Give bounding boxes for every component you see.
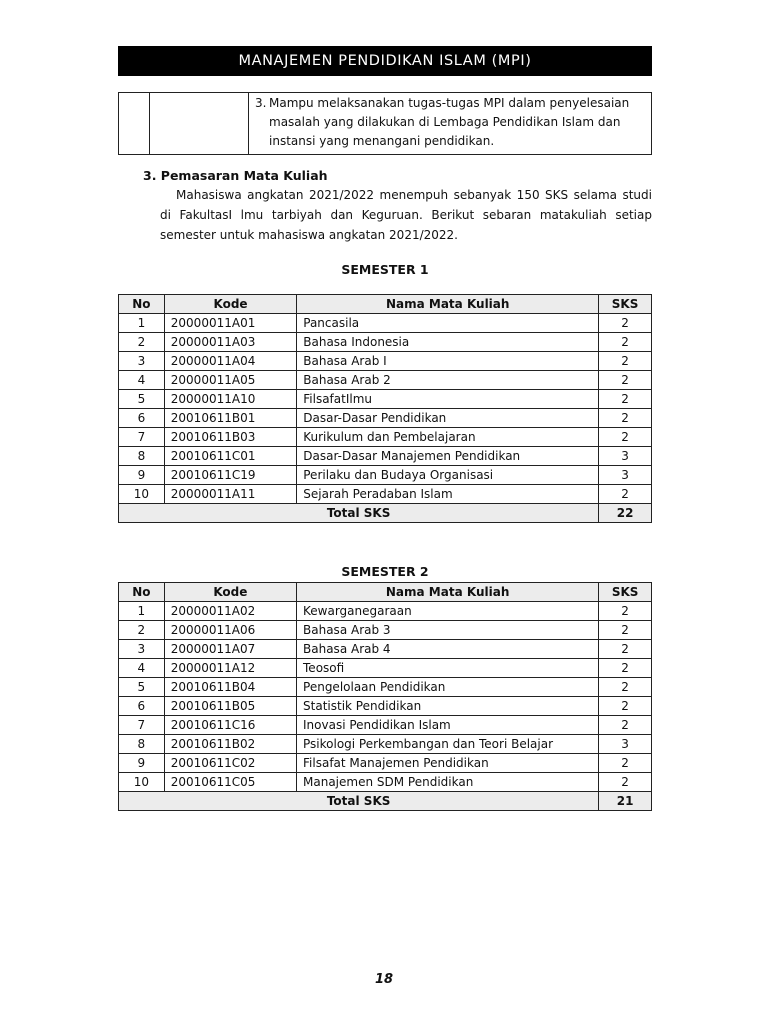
row-number: 3 bbox=[119, 352, 165, 371]
course-name: Dasar-Dasar Pendidikan bbox=[297, 409, 599, 428]
row-number: 3 bbox=[119, 640, 165, 659]
row-number: 9 bbox=[119, 754, 165, 773]
course-sks: 2 bbox=[599, 659, 652, 678]
course-name: Psikologi Perkembangan dan Teori Belajar bbox=[297, 735, 599, 754]
objective-number bbox=[255, 132, 269, 151]
table-row bbox=[119, 409, 652, 428]
course-code: 20010611B03 bbox=[164, 428, 296, 447]
objective-line bbox=[255, 113, 645, 132]
course-sks: 2 bbox=[599, 754, 652, 773]
table-row bbox=[119, 352, 652, 371]
course-name: FilsafatIlmu bbox=[297, 390, 599, 409]
course-code: 20000011A07 bbox=[164, 640, 296, 659]
table-row bbox=[119, 697, 652, 716]
total-row bbox=[119, 504, 652, 523]
objective-number: 3. bbox=[255, 96, 267, 110]
table-row bbox=[119, 466, 652, 485]
objective-table bbox=[118, 92, 652, 155]
course-sks: 2 bbox=[599, 390, 652, 409]
document-header-bar bbox=[118, 46, 652, 76]
table-row bbox=[119, 621, 652, 640]
total-row bbox=[119, 792, 652, 811]
objective-empty-cell-2 bbox=[150, 93, 249, 155]
course-code: 20000011A11 bbox=[164, 485, 296, 504]
semester-1-table bbox=[118, 294, 652, 523]
course-sks: 2 bbox=[599, 640, 652, 659]
table-header-row bbox=[119, 583, 652, 602]
course-name: Statistik Pendidikan bbox=[297, 697, 599, 716]
course-sks: 2 bbox=[599, 371, 652, 390]
course-code: 20010611B04 bbox=[164, 678, 296, 697]
course-code: 20010611B05 bbox=[164, 697, 296, 716]
row-number: 10 bbox=[119, 773, 165, 792]
table-row bbox=[119, 735, 652, 754]
objective-empty-cell-1 bbox=[119, 93, 150, 155]
objective-number bbox=[255, 113, 269, 132]
table-header-row bbox=[119, 295, 652, 314]
row-number: 5 bbox=[119, 390, 165, 409]
objective-text: Mampu melaksanakan tugas-tugas MPI dalam penyelesaian bbox=[269, 96, 630, 110]
course-name: Bahasa Arab 4 bbox=[297, 640, 599, 659]
row-number: 7 bbox=[119, 716, 165, 735]
objective-text-cell bbox=[249, 93, 652, 155]
row-number: 4 bbox=[119, 659, 165, 678]
section-paragraph: Mahasiswa angkatan 2021/2022 menempuh sebanyak 150 SKS selama studi di FakultasI lmu tarbiyah dan Keguruan. Berikut sebaran matakuliah setiap semester untuk mahasiswa angkatan 2021/2022. bbox=[160, 188, 652, 242]
course-code: 20000011A01 bbox=[164, 314, 296, 333]
course-name: Filsafat Manajemen Pendidikan bbox=[297, 754, 599, 773]
course-sks: 2 bbox=[599, 716, 652, 735]
course-sks: 2 bbox=[599, 602, 652, 621]
course-code: 20010611C19 bbox=[164, 466, 296, 485]
row-number: 9 bbox=[119, 466, 165, 485]
row-number: 2 bbox=[119, 621, 165, 640]
objective-line bbox=[255, 132, 645, 151]
course-sks: 3 bbox=[599, 447, 652, 466]
course-sks: 2 bbox=[599, 621, 652, 640]
course-sks: 2 bbox=[599, 697, 652, 716]
course-name: Sejarah Peradaban Islam bbox=[297, 485, 599, 504]
document-header-title: MANAJEMEN PENDIDIKAN ISLAM (MPI) bbox=[238, 53, 532, 69]
total-value: 21 bbox=[599, 792, 652, 811]
header-no: No bbox=[119, 295, 165, 314]
course-name: Bahasa Indonesia bbox=[297, 333, 599, 352]
course-code: 20010611C05 bbox=[164, 773, 296, 792]
row-number: 1 bbox=[119, 602, 165, 621]
course-name: Bahasa Arab I bbox=[297, 352, 599, 371]
table-row bbox=[119, 447, 652, 466]
row-number: 6 bbox=[119, 697, 165, 716]
section-title: 3. Pemasaran Mata Kuliah bbox=[143, 168, 328, 183]
course-name: Dasar-Dasar Manajemen Pendidikan bbox=[297, 447, 599, 466]
total-value: 22 bbox=[599, 504, 652, 523]
row-number: 8 bbox=[119, 735, 165, 754]
page-number: 18 bbox=[374, 972, 394, 987]
table-row bbox=[119, 773, 652, 792]
course-code: 20010611C16 bbox=[164, 716, 296, 735]
table-row bbox=[119, 678, 652, 697]
row-number: 7 bbox=[119, 428, 165, 447]
header-code: Kode bbox=[164, 295, 296, 314]
course-sks: 3 bbox=[599, 466, 652, 485]
row-number: 10 bbox=[119, 485, 165, 504]
course-name: Pancasila bbox=[297, 314, 599, 333]
row-number: 5 bbox=[119, 678, 165, 697]
semester-2-title: SEMESTER 2 bbox=[341, 564, 429, 579]
row-number: 2 bbox=[119, 333, 165, 352]
header-name: Nama Mata Kuliah bbox=[297, 295, 599, 314]
objective-text: masalah yang dilakukan di Lembaga Pendidikan Islam dan bbox=[269, 115, 621, 129]
course-sks: 3 bbox=[599, 735, 652, 754]
total-label: Total SKS bbox=[119, 792, 599, 811]
course-code: 20000011A03 bbox=[164, 333, 296, 352]
header-sks: SKS bbox=[599, 583, 652, 602]
total-label: Total SKS bbox=[119, 504, 599, 523]
table-row bbox=[119, 390, 652, 409]
course-code: 20000011A02 bbox=[164, 602, 296, 621]
header-no: No bbox=[119, 583, 165, 602]
course-name: Teosofi bbox=[297, 659, 599, 678]
course-sks: 2 bbox=[599, 314, 652, 333]
course-code: 20010611C02 bbox=[164, 754, 296, 773]
course-name: Perilaku dan Budaya Organisasi bbox=[297, 466, 599, 485]
table-row bbox=[119, 659, 652, 678]
row-number: 1 bbox=[119, 314, 165, 333]
course-sks: 2 bbox=[599, 428, 652, 447]
semester-2-table bbox=[118, 582, 652, 811]
course-name: Bahasa Arab 3 bbox=[297, 621, 599, 640]
course-sks: 2 bbox=[599, 485, 652, 504]
semester-1-title: SEMESTER 1 bbox=[341, 262, 429, 277]
table-row bbox=[119, 314, 652, 333]
course-sks: 2 bbox=[599, 352, 652, 371]
course-name: Bahasa Arab 2 bbox=[297, 371, 599, 390]
course-name: Inovasi Pendidikan Islam bbox=[297, 716, 599, 735]
course-sks: 2 bbox=[599, 409, 652, 428]
row-number: 8 bbox=[119, 447, 165, 466]
header-sks: SKS bbox=[599, 295, 652, 314]
course-code: 20000011A04 bbox=[164, 352, 296, 371]
course-name: Pengelolaan Pendidikan bbox=[297, 678, 599, 697]
course-code: 20000011A12 bbox=[164, 659, 296, 678]
objective-text: instansi yang menangani pendidikan. bbox=[269, 134, 495, 148]
objective-row bbox=[119, 93, 652, 155]
course-name: Kurikulum dan Pembelajaran bbox=[297, 428, 599, 447]
table-row bbox=[119, 602, 652, 621]
course-sks: 2 bbox=[599, 678, 652, 697]
table-row bbox=[119, 428, 652, 447]
row-number: 4 bbox=[119, 371, 165, 390]
table-row bbox=[119, 371, 652, 390]
course-sks: 2 bbox=[599, 333, 652, 352]
course-code: 20000011A05 bbox=[164, 371, 296, 390]
header-code: Kode bbox=[164, 583, 296, 602]
course-code: 20010611B02 bbox=[164, 735, 296, 754]
table-row bbox=[119, 754, 652, 773]
table-row bbox=[119, 640, 652, 659]
table-row bbox=[119, 333, 652, 352]
course-sks: 2 bbox=[599, 773, 652, 792]
row-number: 6 bbox=[119, 409, 165, 428]
table-row bbox=[119, 485, 652, 504]
header-name: Nama Mata Kuliah bbox=[297, 583, 599, 602]
course-code: 20010611C01 bbox=[164, 447, 296, 466]
table-row bbox=[119, 716, 652, 735]
objective-line bbox=[255, 94, 645, 113]
course-name: Manajemen SDM Pendidikan bbox=[297, 773, 599, 792]
course-code: 20010611B01 bbox=[164, 409, 296, 428]
course-code: 20000011A06 bbox=[164, 621, 296, 640]
course-code: 20000011A10 bbox=[164, 390, 296, 409]
course-name: Kewarganegaraan bbox=[297, 602, 599, 621]
